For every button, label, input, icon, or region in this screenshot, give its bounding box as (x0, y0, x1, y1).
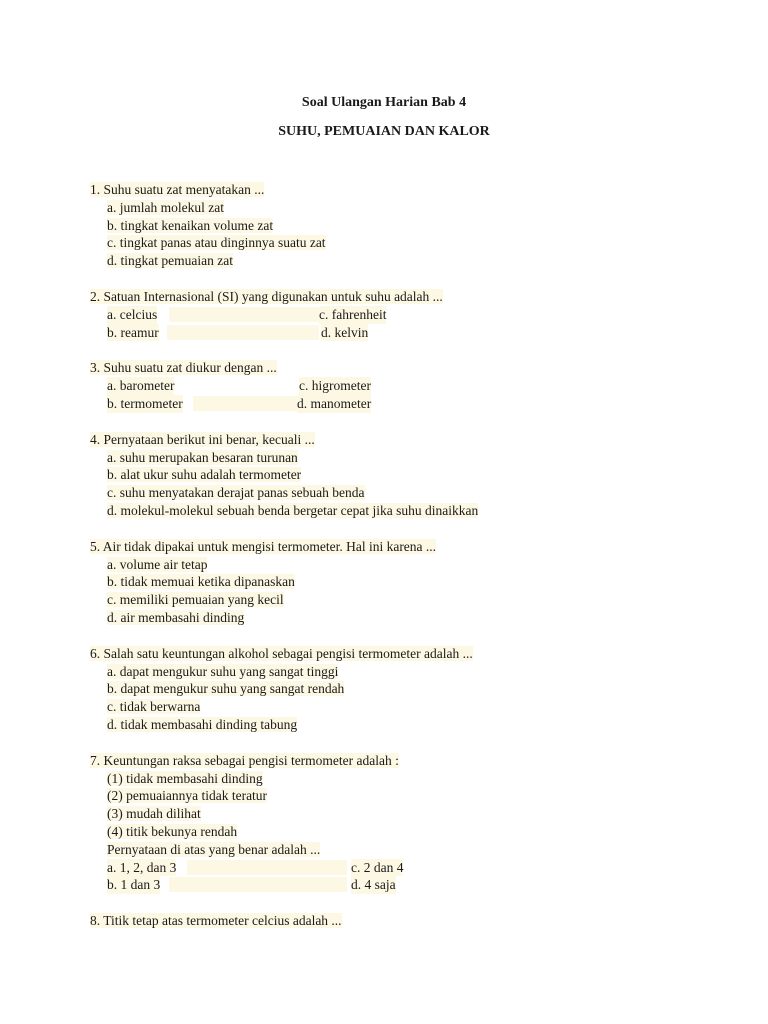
tab-fill (169, 307, 319, 322)
option-a: a. celcius (107, 306, 158, 322)
options (107, 556, 730, 627)
option-text: d. tidak membasahi dinding tabung (107, 716, 298, 732)
question-stem (90, 181, 730, 199)
question-7 (90, 752, 730, 894)
option-a (107, 449, 730, 467)
options (107, 663, 730, 734)
option-a (107, 556, 730, 574)
question-stem (90, 431, 730, 449)
question-stem (90, 288, 730, 306)
option-d (107, 252, 730, 270)
question-text: 2. Satuan Internasional (SI) yang digunakan untuk suhu adalah ... (90, 288, 443, 304)
tab-fill (187, 860, 347, 875)
option-b (107, 573, 730, 591)
option-text: b. tidak memuai ketika dipanaskan (107, 574, 295, 590)
statement-text: (4) titik bekunya rendah (107, 823, 238, 839)
option-row (107, 306, 730, 324)
prompt-text: Pernyataan di atas yang benar adalah ... (107, 841, 321, 857)
question-4 (90, 431, 730, 520)
option-c: c. higrometer (299, 378, 371, 394)
option-text: c. tingkat panas atau dinginnya suatu zat (107, 235, 326, 251)
option-b: b. reamur (107, 324, 159, 340)
question-text: 4. Pernyataan berikut ini benar, kecuali ... (90, 431, 315, 447)
option-row (107, 876, 730, 894)
tab-fill (167, 325, 319, 340)
option-b (107, 680, 730, 698)
option-d: d. 4 saja (351, 877, 396, 893)
option-row (107, 377, 730, 395)
option-text: d. molekul-molekul sebuah benda bergetar cepat jika suhu dinaikkan (107, 502, 479, 518)
question-list (90, 181, 730, 948)
option-row (107, 395, 730, 413)
option-b (107, 217, 730, 235)
option-c (107, 234, 730, 252)
page-title: Soal Ulangan Harian Bab 4 (301, 95, 467, 110)
question-stem (90, 538, 730, 556)
option-d: d. kelvin (321, 324, 369, 340)
option-text: d. tingkat pemuaian zat (107, 253, 233, 269)
statement-2 (107, 787, 730, 805)
option-text: c. tidak berwarna (107, 699, 201, 715)
statement-4 (107, 823, 730, 841)
question-6 (90, 645, 730, 734)
option-text: b. tingkat kenaikan volume zat (107, 217, 274, 233)
chapter-subtitle: SUHU, PEMUAIAN DAN KALOR (278, 124, 490, 139)
option-a (107, 199, 730, 217)
option-c (107, 484, 730, 502)
option-text: b. alat ukur suhu adalah termometer (107, 467, 302, 483)
statement-text: (1) tidak membasahi dinding (107, 770, 263, 786)
option-row (107, 859, 730, 877)
options (107, 377, 730, 413)
option-d (107, 716, 730, 734)
option-d (107, 502, 730, 520)
option-text: c. suhu menyatakan derajat panas sebuah benda (107, 485, 365, 501)
question-text: 3. Suhu suatu zat diukur dengan ... (90, 360, 277, 376)
option-c: c. 2 dan 4 (351, 859, 404, 875)
option-text: a. suhu merupakan besaran turunan (107, 449, 298, 465)
statement-text: (3) mudah dilihat (107, 806, 201, 822)
option-c: c. fahrenheit (319, 306, 387, 322)
option-c (107, 698, 730, 716)
question-stem (90, 359, 730, 377)
question-3 (90, 359, 730, 412)
question-stem (90, 752, 730, 770)
options (107, 770, 730, 895)
answer-prompt (107, 841, 730, 859)
option-a (107, 663, 730, 681)
option-b: b. termometer (107, 395, 183, 411)
question-stem (90, 645, 730, 663)
option-a: a. 1, 2, dan 3 (107, 859, 177, 875)
option-text: b. dapat mengukur suhu yang sangat rendah (107, 681, 345, 697)
option-b (107, 466, 730, 484)
option-row (107, 324, 730, 342)
question-stem (90, 912, 730, 930)
option-text: c. memiliki pemuaian yang kecil (107, 592, 284, 608)
question-text: 7. Keuntungan raksa sebagai pengisi termometer adalah : (90, 752, 399, 768)
tab-fill (193, 396, 297, 411)
question-text: 8. Titik tetap atas termometer celcius adalah ... (90, 913, 342, 929)
option-text: a. jumlah molekul zat (107, 199, 224, 215)
options (107, 199, 730, 270)
question-text: 1. Suhu suatu zat menyatakan ... (90, 182, 265, 197)
option-d (107, 609, 730, 627)
question-8 (90, 912, 730, 930)
question-5 (90, 538, 730, 627)
tab-fill (169, 877, 347, 892)
statement-3 (107, 805, 730, 823)
option-text: a. dapat mengukur suhu yang sangat tinggi (107, 663, 339, 679)
option-text: a. volume air tetap (107, 556, 208, 572)
option-c (107, 591, 730, 609)
question-1 (90, 181, 730, 270)
question-text: 6. Salah satu keuntungan alkohol sebagai pengisi termometer adalah ... (90, 645, 473, 661)
statement-text: (2) pemuaiannya tidak teratur (107, 788, 268, 804)
option-d: d. manometer (297, 395, 372, 411)
question-2 (90, 288, 730, 341)
statement-1 (107, 770, 730, 788)
option-text: d. air membasahi dinding (107, 609, 245, 625)
question-text: 5. Air tidak dipakai untuk mengisi termometer. Hal ini karena ... (90, 538, 437, 554)
options (107, 306, 730, 342)
option-b: b. 1 dan 3 (107, 877, 161, 893)
options (107, 449, 730, 520)
option-a: a. barometer (107, 378, 175, 394)
